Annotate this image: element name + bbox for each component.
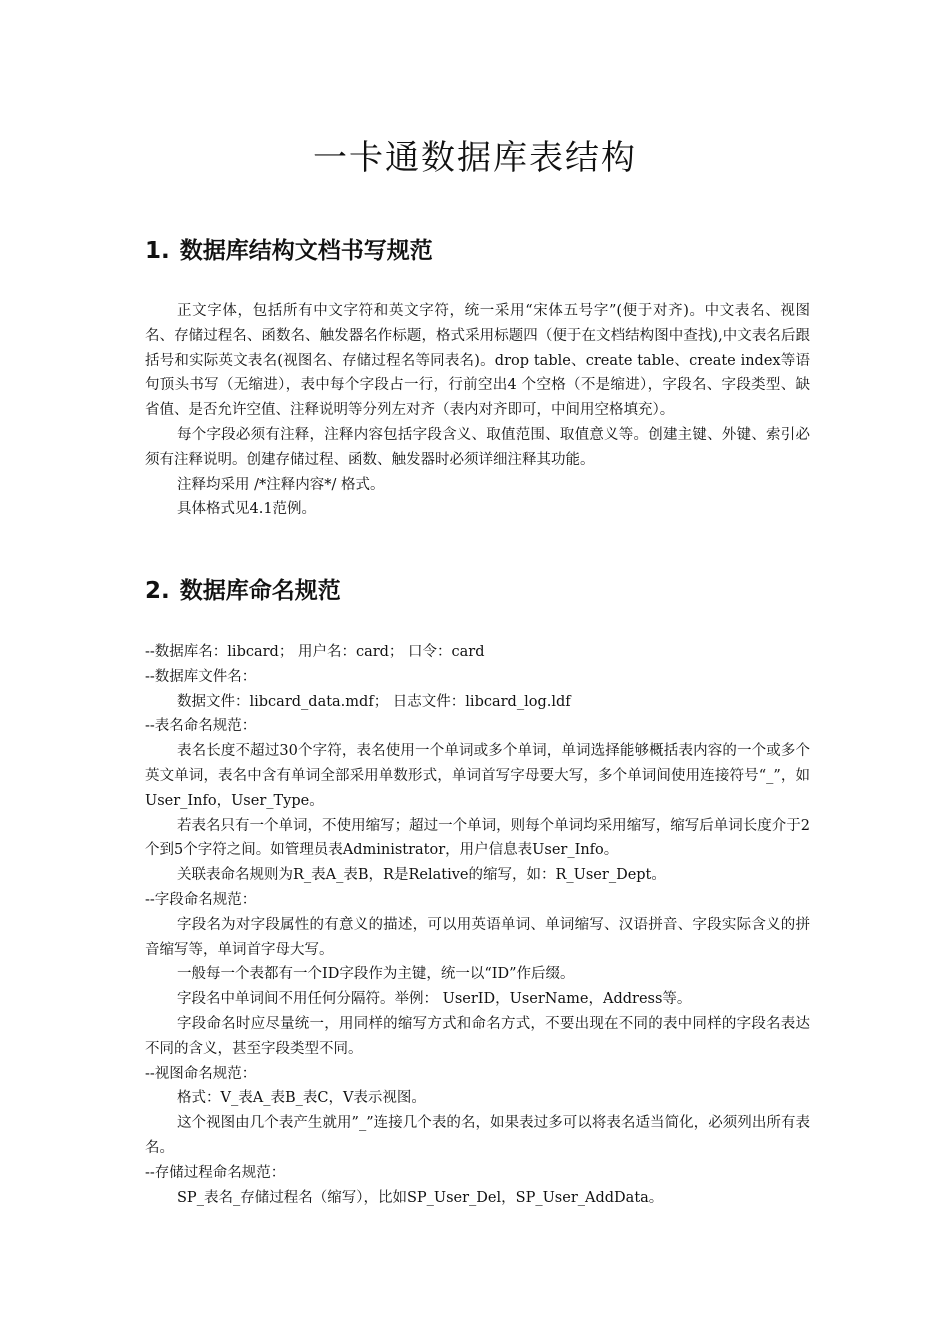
section-1-title: 数据库结构文档书写规范 [179, 238, 433, 264]
rule-label: --字段命名规范： [145, 891, 257, 908]
rule-label: --存储过程命名规范： [145, 1164, 286, 1181]
rule-text: 格式：V_表A_表B_表C，V表示视图。 [177, 1090, 426, 1107]
rule-text: 数据文件：libcard_data.mdf； 日志文件：libcard_log.ldf [177, 693, 571, 710]
section-2-number: 2. [145, 578, 170, 604]
rule-text: 字段命名时应尽量统一，用同样的缩写方式和命名方式，不要出现在不同的表中同样的字段名表达不同的含义，甚至字段类型不同。 [145, 1015, 810, 1057]
section-2-body [145, 640, 810, 1210]
paragraph: 注释均采用 /*注释内容*/ 格式。 [177, 476, 385, 493]
rule-text: 若表名只有一个单词，不使用缩写；超过一个单词，则每个单词均采用缩写，缩写后单词长度介于2个到5个字符之间。如管理员表Administrator，用户信息表User_Info。 [145, 817, 810, 859]
paragraph: 每个字段必须有注释，注释内容包括字段含义、取值范围、取值意义等。创建主键、外键、索引必须有注释说明。创建存储过程、函数、触发器时必须详细注释其功能。 [145, 426, 810, 468]
section-1-heading [145, 232, 433, 265]
section-2-title: 数据库命名规范 [179, 578, 341, 604]
paragraph: 具体格式见4.1范例。 [177, 501, 317, 518]
rule-text: 这个视图由几个表产生就用”_”连接几个表的名，如果表过多可以将表名适当简化，必须列出所有表名。 [145, 1115, 810, 1156]
rule-text: 一般每一个表都有一个ID字段作为主键，统一以“ID”作后缀。 [177, 966, 575, 983]
section-1-number: 1. [145, 238, 170, 264]
document-title: 一卡通数据库表结构 [313, 138, 637, 178]
paragraph: 正文字体，包括所有中文字符和英文字符，统一采用“宋体五号字”(便于对齐)。中文表名、视图名、存储过程名、函数名、触发器名作标题，格式采用标题四（便于在文档结构图中查找),中文表名后跟括号和实际英文表名(视图名、存储过程名等同表名)。drop table、create table、create index等语句顶头书写（无缩进），表中每个字段占一行，行前空出4 个空格（不是缩进），字段名、字段类型、缺省值、是否允许空值、注释说明等分列左对齐（表内对齐即可，中间用空格填充）。 [145, 303, 810, 419]
section-1-body [145, 299, 810, 522]
rule-text: 字段名中单词间不用任何分隔符。举例： UserID，UserName，Address等。 [177, 991, 692, 1008]
rule-label: --数据库文件名： [145, 668, 257, 685]
rule-label: --视图命名规范： [145, 1065, 257, 1082]
rule-text: 关联表命名规则为R_表A_表B，R是Relative的缩写，如：R_User_Dept。 [177, 867, 666, 884]
section-2-heading [145, 572, 341, 605]
rule-text: SP_表名_存储过程名（缩写），比如SP_User_Del，SP_User_AddData。 [177, 1189, 664, 1206]
rule-label: --数据库名：libcard； 用户名：card； 口令：card [145, 644, 485, 660]
rule-text: 字段名为对字段属性的有意义的描述，可以用英语单词、单词缩写、汉语拼音、字段实际含义的拼音缩写等，单词首字母大写。 [145, 916, 810, 958]
rule-text: 表名长度不超过30个字符，表名使用一个单词或多个单词，单词选择能够概括表内容的一个或多个英文单词，表名中含有单词全部采用单数形式，单词首写字母要大写，多个单词间使用连接符号“_”，如User_Info，User_Type。 [145, 743, 810, 809]
rule-label: --表名命名规范： [145, 718, 257, 735]
